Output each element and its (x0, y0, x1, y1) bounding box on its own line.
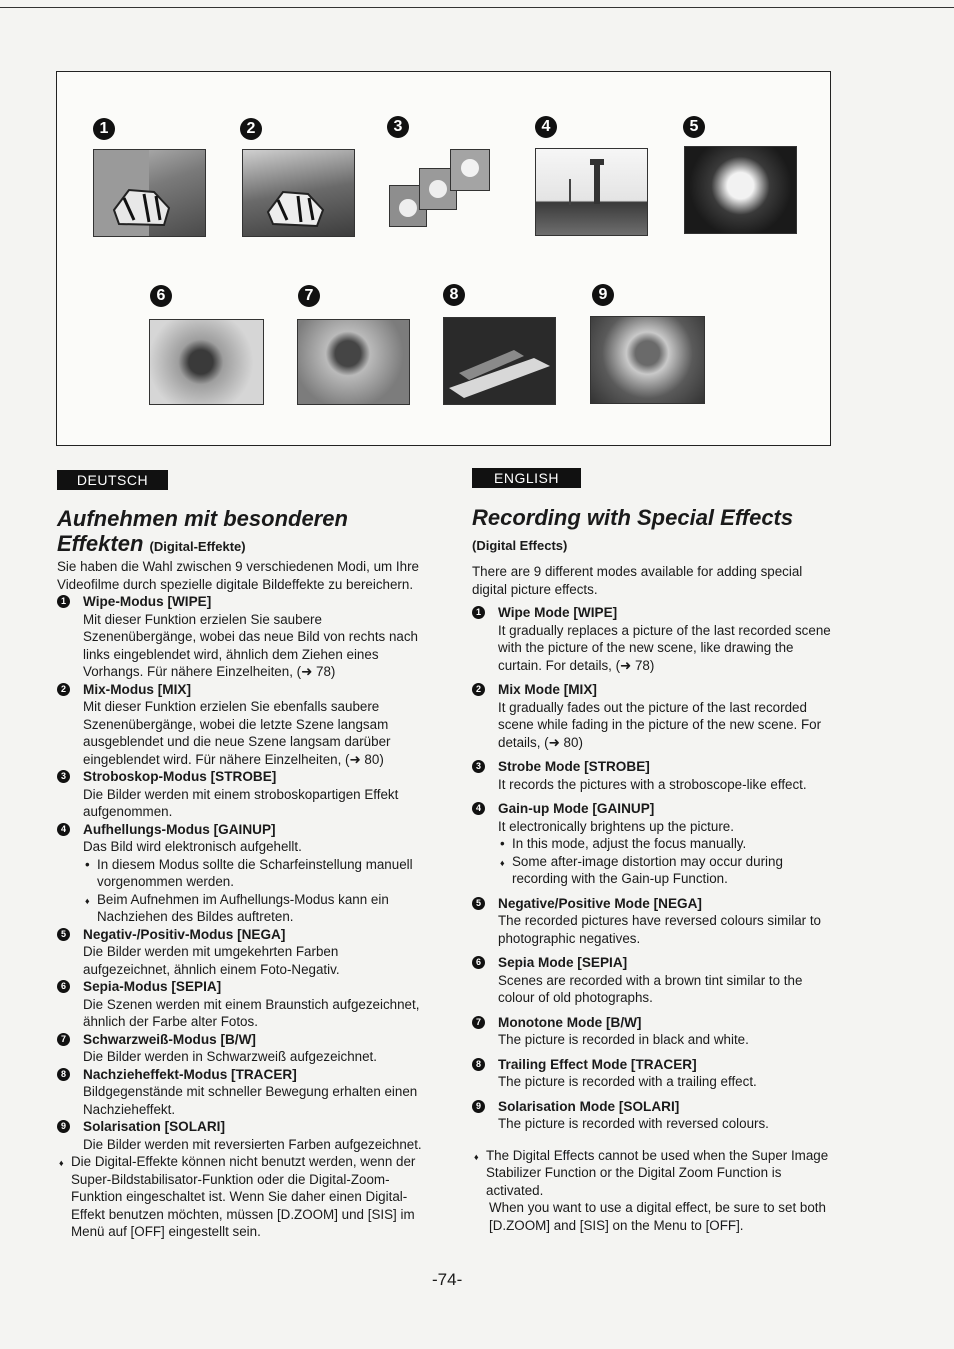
list-item (472, 1056, 834, 1091)
marker-4: 4 (535, 116, 557, 138)
page-number: -74- (432, 1270, 463, 1289)
item-number: 9 (57, 1120, 70, 1133)
item-number: 3 (57, 770, 70, 783)
lang-label-en: ENGLISH (472, 468, 581, 488)
item-heading: Gain-up Mode [GAINUP] (498, 801, 655, 816)
gain-bullet: • In diesem Modus sollte die Scharfeinstellung manuell vorgenommen werden. (83, 856, 427, 891)
item-heading: Negative/Positive Mode [NEGA] (498, 895, 702, 911)
item-number: 4 (472, 802, 485, 815)
item-text: Die Bilder werden mit einem stroboskopartigen Effekt aufgenommen. (83, 786, 399, 819)
list-item (57, 681, 427, 769)
item-text: Die Bilder werden mit reversierten Farben aufgezeichnet. (83, 1136, 422, 1152)
item-text: The picture is recorded with reversed colours. (498, 1116, 769, 1131)
gain-bullet: • In this mode, adjust the focus manually. (498, 835, 834, 853)
item-number: 4 (57, 823, 70, 836)
column-en (472, 563, 834, 1234)
marker-8: 8 (443, 284, 465, 306)
list-item (57, 978, 427, 1031)
marker-1: 1 (93, 118, 115, 140)
list-item (472, 895, 834, 948)
sepia-photo (149, 319, 264, 405)
item-heading: Mix Mode [MIX] (498, 682, 597, 697)
list-item (57, 1031, 427, 1066)
item-heading: Solarisation Mode [SOLARI] (498, 1098, 680, 1114)
intro-en: There are 9 different modes available for adding special digital picture effects. (472, 564, 803, 597)
solari-photo (590, 316, 705, 404)
intro-de: Sie haben die Wahl zwischen 9 verschiedenen Modi, um Ihre Videofilme durch spezielle digitale Bildeffekte zu bereichern. (57, 559, 419, 592)
item-number: 2 (57, 683, 70, 696)
list-item (472, 758, 834, 793)
title-en-line: Recording with Special Effects (472, 505, 794, 530)
top-rule (0, 7, 954, 8)
item-heading: Sepia Mode [SEPIA] (498, 955, 628, 970)
item-text: It records the pictures with a stroboscope-like effect. (498, 776, 807, 792)
item-number: 6 (57, 980, 70, 993)
item-number: 2 (472, 683, 485, 696)
list-item (472, 1098, 834, 1133)
list-item (57, 1118, 427, 1153)
item-number: 5 (57, 928, 70, 941)
title-de (57, 506, 348, 559)
item-text: Die Szenen werden mit einem Braunstich aufgezeichnet, ähnlich der Farbe alter Fotos. (83, 996, 420, 1029)
item-text: It electronically brightens up the picture. (498, 818, 734, 834)
list-item (57, 768, 427, 821)
item-heading: Trailing Effect Mode [TRACER] (498, 1056, 697, 1072)
wipe-photo (93, 149, 206, 237)
item-heading: Aufhellungs-Modus [GAINUP] (83, 821, 276, 837)
item-text: Scenes are recorded with a brown tint similar to the colour of old photographs. (498, 972, 803, 1005)
list-item (472, 681, 834, 751)
item-number: 8 (472, 1058, 485, 1071)
item-text: The picture is recorded with a trailing effect. (498, 1074, 757, 1089)
gainup-photo (535, 148, 648, 236)
item-text: Die Bilder werden in Schwarzweiß aufgezeichnet. (83, 1049, 377, 1064)
list-item (472, 1014, 834, 1049)
item-number: 1 (57, 595, 70, 608)
item-heading: Sepia-Modus [SEPIA] (83, 979, 222, 994)
strobe-photo-c (450, 149, 490, 191)
tracer-photo (443, 317, 556, 405)
nega-photo (684, 146, 797, 234)
list-item (57, 926, 427, 979)
list-item (472, 604, 834, 674)
marker-5: 5 (683, 116, 705, 138)
item-heading: Stroboskop-Modus [STROBE] (83, 769, 277, 784)
item-text: The picture is recorded in black and white. (498, 1032, 749, 1047)
item-text: The recorded pictures have reversed colours similar to photographic negatives. (498, 913, 822, 946)
item-text: Die Bilder werden mit umgekehrten Farben aufgezeichnet, ähnlich einem Foto-Negativ. (83, 944, 340, 977)
item-text: Das Bild wird elektronisch aufgehellt. (83, 839, 302, 854)
item-heading: Solarisation [SOLARI] (83, 1119, 225, 1134)
marker-9: 9 (592, 284, 614, 306)
item-heading: Negativ-/Positiv-Modus [NEGA] (83, 926, 286, 942)
mix-photo (242, 149, 355, 237)
column-de (57, 558, 427, 1241)
gain-bullet: ♦ Some after-image distortion may occur during recording with the Gain-up Function. (498, 853, 834, 888)
lang-label-de: DEUTSCH (57, 470, 168, 490)
item-heading: Monotone Mode [B/W] (498, 1014, 642, 1030)
marker-6: 6 (150, 285, 172, 307)
title-en (472, 505, 793, 558)
effects-figure (56, 71, 831, 446)
list-item (472, 954, 834, 1007)
note-en: ♦ The Digital Effects cannot be used when the Super Image Stabilizer Function or the Digital Zoom Function is activated. (472, 1147, 834, 1200)
item-number: 7 (472, 1016, 485, 1029)
list-item (57, 1066, 427, 1119)
item-number: 6 (472, 956, 485, 969)
marker-7: 7 (298, 285, 320, 307)
item-text: Mit dieser Funktion erzielen Sie saubere Szenenübergänge, wobei das neue Bild von rechts nach links eingeblendet wird, ähnlich dem Ziehen eines Vorhangs. Für nähere Einzelheiten, (➜ 78) (83, 611, 419, 679)
item-number: 7 (57, 1033, 70, 1046)
marker-3: 3 (387, 116, 409, 138)
item-heading: Wipe-Modus [WIPE] (83, 594, 212, 609)
item-heading: Schwarzweiß-Modus [B/W] (83, 1031, 256, 1047)
item-text: Mit dieser Funktion erzielen Sie ebenfalls saubere Szenenübergänge, wobei die letzte Szene langsam ausgeblendet und die neue Szene langsam darüber eingeblendet wird. Für nähere Einzelheiten, (➜ 80) (83, 699, 391, 767)
list-item (57, 593, 427, 681)
item-number: 5 (472, 897, 485, 910)
title-de-line1: Aufnehmen mit besonderen (57, 506, 348, 531)
item-heading: Mix-Modus [MIX] (83, 681, 191, 697)
item-heading: Wipe Mode [WIPE] (498, 605, 618, 620)
title-de-line2: Effekten (57, 531, 144, 556)
item-text: Bildgegenstände mit schneller Bewegung erhalten einen Nachzieheffekt. (83, 1084, 418, 1117)
item-number: 9 (472, 1100, 485, 1113)
note-de: ♦ Die Digital-Effekte können nicht benutzt werden, wenn der Super-Bildstabilisator-Funktion oder die Digital-Zoom-Funktion eingeschaltet ist. Wenn Sie daher einen Digital-Effekt benutzen möchten, müssen [D.ZOOM] und [SIS] im Menü auf [OFF] eingestellt sein. (57, 1153, 427, 1241)
item-number: 3 (472, 760, 485, 773)
title-en-sub: (Digital Effects) (472, 538, 568, 553)
item-heading: Strobe Mode [STROBE] (498, 759, 650, 774)
marker-2: 2 (240, 118, 262, 140)
item-number: 8 (57, 1068, 70, 1081)
title-de-sub: (Digital-Effekte) (149, 539, 246, 554)
item-text: It gradually fades out the picture of the last recorded scene while fading in the picture of the new scene. For details, (➜ 80) (498, 699, 822, 750)
item-number: 1 (472, 606, 485, 619)
list-item (57, 821, 427, 926)
item-text: It gradually replaces a picture of the last recorded scene with the picture of the new scene, like drawing the curtain. For details, (➜ 78) (498, 622, 831, 673)
item-heading: Nachzieheffekt-Modus [TRACER] (83, 1066, 297, 1082)
bw-photo (297, 319, 410, 405)
gain-bullet: ♦ Beim Aufnehmen im Aufhellungs-Modus kann ein Nachziehen des Bildes auftreten. (83, 891, 427, 926)
note-en-2: When you want to use a digital effect, be sure to set both [D.ZOOM] and [SIS] on the Menu to [OFF]. (489, 1200, 826, 1233)
list-item (472, 800, 834, 888)
